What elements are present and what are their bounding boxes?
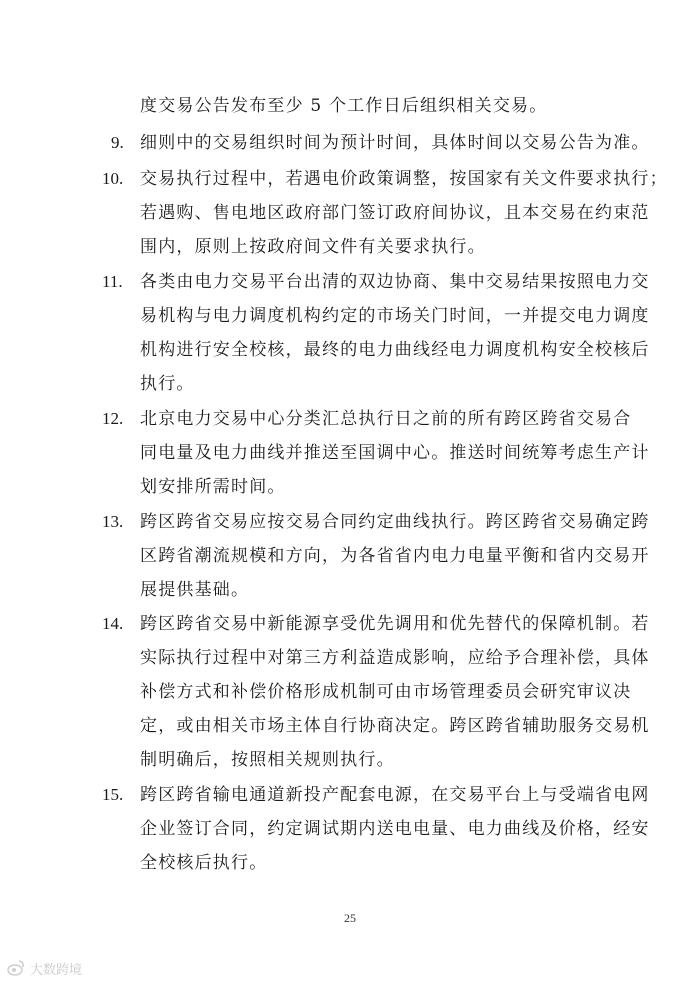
item-line: 执行。 — [140, 374, 195, 394]
item-number: 12. — [102, 409, 124, 428]
item-line: 划安排所需时间。 — [140, 477, 286, 497]
item-line: 制明确后，按照相关规则执行。 — [140, 750, 395, 770]
item-number: 10. — [102, 169, 124, 188]
item-line: 定，或由相关市场主体自行协商决定。跨区跨省辅助服务交易机 — [140, 716, 650, 736]
item-number: 14. — [102, 614, 124, 633]
watermark — [6, 958, 82, 978]
watermark-text: 大数跨境 — [30, 962, 83, 978]
item-line: 同电量及电力曲线并推送至国调中心。推送时间统筹考虑生产计 — [140, 443, 650, 463]
item-number: 13. — [102, 512, 124, 531]
item-number: 9. — [111, 133, 124, 152]
item-line: 机构进行安全校核，最终的电力曲线经电力调度机构安全校核后 — [140, 340, 650, 360]
page-number: 25 — [344, 911, 356, 925]
item-line: 实际执行过程中对第三方利益造成影响，应给予合理补偿，具体 — [140, 648, 650, 668]
item-line: 展提供基础。 — [140, 580, 250, 600]
item-number: 11. — [102, 272, 123, 291]
item-line: 区跨省潮流规模和方向，为各省省内电力电量平衡和省内交易开 — [140, 546, 650, 566]
continuation-line: 度交易公告发布至少 5 个工作日后组织相关交易。 — [140, 96, 548, 116]
item-line: 北京电力交易中心分类汇总执行日之前的所有跨区跨省交易合 — [140, 409, 632, 429]
item-line: 跨区跨省交易中新能源享受优先调用和优先替代的保障机制。若 — [140, 614, 650, 634]
item-number: 15. — [102, 785, 124, 804]
item-line: 若遇购、售电地区政府部门签订政府间协议，且本交易在约束范 — [140, 203, 650, 223]
item-line: 全校核后执行。 — [140, 853, 268, 873]
item-line: 各类由电力交易平台出清的双边协商、集中交易结果按照电力交 — [140, 272, 650, 292]
item-line: 围内，原则上按政府间文件有关要求执行。 — [140, 237, 486, 257]
item-line: 跨区跨省输电通道新投产配套电源，在交易平台上与受端省电网 — [140, 785, 650, 805]
item-line: 补偿方式和补偿价格形成机制可由市场管理委员会研究审议决 — [140, 682, 632, 702]
item-line: 易机构与电力调度机构约定的市场关门时间，一并提交电力调度 — [140, 306, 650, 326]
item-line: 企业签订合同，约定调试期内送电电量、电力曲线及价格，经安 — [140, 819, 650, 839]
item-line: 细则中的交易组织时间为预计时间，具体时间以交易公告为准。 — [140, 133, 650, 153]
item-line: 跨区跨省交易应按交易合同约定曲线执行。跨区跨省交易确定跨 — [140, 512, 650, 532]
item-line: 交易执行过程中，若遇电价政策调整，按国家有关文件要求执行； — [140, 169, 668, 189]
weibo-logo-icon — [6, 958, 26, 978]
